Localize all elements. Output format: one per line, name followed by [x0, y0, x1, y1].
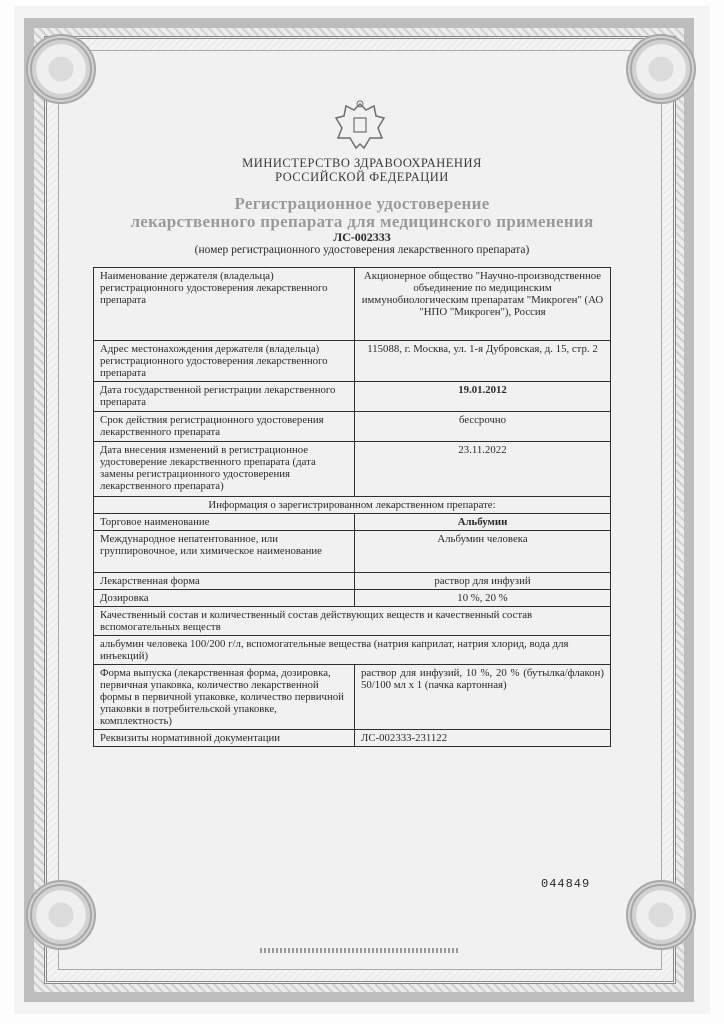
row-label: Адрес местонахождения держателя (владельца) регистрационного удостоверения лекарственного препарата [94, 341, 355, 382]
corner-rosette [26, 34, 96, 104]
composition-text: альбумин человека 100/200 г/л, вспомогательные вещества (натрия каприлат, натрия хлорид, вода для инъекций) [94, 636, 611, 665]
table-row [94, 341, 611, 382]
registration-table [93, 267, 611, 747]
table-row [94, 665, 611, 730]
registration-number-note: (номер регистрационного удостоверения лекарственного препарата) [194, 244, 530, 256]
table-row [94, 412, 611, 442]
row-label: Международное непатентованное, или группировочное, или химическое наименование [94, 531, 355, 573]
corner-rosette [626, 880, 696, 950]
row-label: Торговое наименование [94, 514, 355, 531]
row-value: 23.11.2022 [355, 442, 611, 497]
row-value: Альбумин [355, 514, 611, 531]
ministry-line: РОССИЙСКОЙ ФЕДЕРАЦИИ [275, 170, 449, 184]
document-subtitle: лекарственного препарата для медицинского применения [130, 212, 594, 231]
composition-header: Качественный состав и количественный состав действующих веществ и качественный состав вспомогательных веществ [94, 607, 611, 636]
table-row [94, 590, 611, 607]
document-title: Регистрационное удостоверение [234, 194, 490, 213]
row-label: Форма выпуска (лекарственная форма, дозировка, первичная упаковка, количество лекарственной формы в первичной упаковке, количество первичной упаковки в потребительской упаковке, комплектность) [94, 665, 355, 730]
table-row [94, 730, 611, 747]
row-value: 10 %, 20 % [355, 590, 611, 607]
table-row [94, 268, 611, 341]
ministry-line: МИНИСТЕРСТВО ЗДРАВООХРАНЕНИЯ [242, 156, 482, 170]
row-label: Дата государственной регистрации лекарственного препарата [94, 382, 355, 412]
row-value: ЛС-002333-231122 [355, 730, 611, 747]
corner-rosette [26, 880, 96, 950]
microtext-strip [260, 948, 460, 953]
row-value: Альбумин человека [355, 531, 611, 573]
table-row [94, 382, 611, 412]
row-label: Лекарственная форма [94, 573, 355, 590]
row-value: 19.01.2012 [355, 382, 611, 412]
row-value: 115088, г. Москва, ул. 1-я Дубровская, д. 15, стр. 2 [355, 341, 611, 382]
row-label: Дозировка [94, 590, 355, 607]
row-value: Акционерное общество "Научно-производственное объединение по медицинским иммунобиологическим препаратам "Микроген" (АО "НПО "Микроген"), Россия [355, 268, 611, 341]
info-section-header: Информация о зарегистрированном лекарственном препарате: [94, 497, 611, 514]
row-value: раствор для инфузий [355, 573, 611, 590]
table-row [94, 531, 611, 573]
table-row [94, 573, 611, 590]
table-row [94, 442, 611, 497]
table-row [94, 607, 611, 636]
row-label: Наименование держателя (владельца) регистрационного удостоверения лекарственного препарата [94, 268, 355, 341]
table-row [94, 514, 611, 531]
table-row [94, 497, 611, 514]
row-label: Дата внесения изменений в регистрационное удостоверение лекарственного препарата (дата замены регистрационного удостоверения лекарственного препарата) [94, 442, 355, 497]
ministry-name [0, 156, 724, 184]
row-value: раствор для инфузий, 10 %, 20 % (бутылка/флакон) 50/100 мл х 1 (пачка картонная) [355, 665, 611, 730]
corner-rosette [626, 34, 696, 104]
row-label: Срок действия регистрационного удостоверения лекарственного препарата [94, 412, 355, 442]
registration-number: ЛС-002333 [333, 230, 391, 244]
row-value: бессрочно [355, 412, 611, 442]
serial-number: 044849 [541, 877, 591, 891]
coat-of-arms-icon [330, 98, 390, 154]
row-label: Реквизиты нормативной документации [94, 730, 355, 747]
table-row [94, 636, 611, 665]
